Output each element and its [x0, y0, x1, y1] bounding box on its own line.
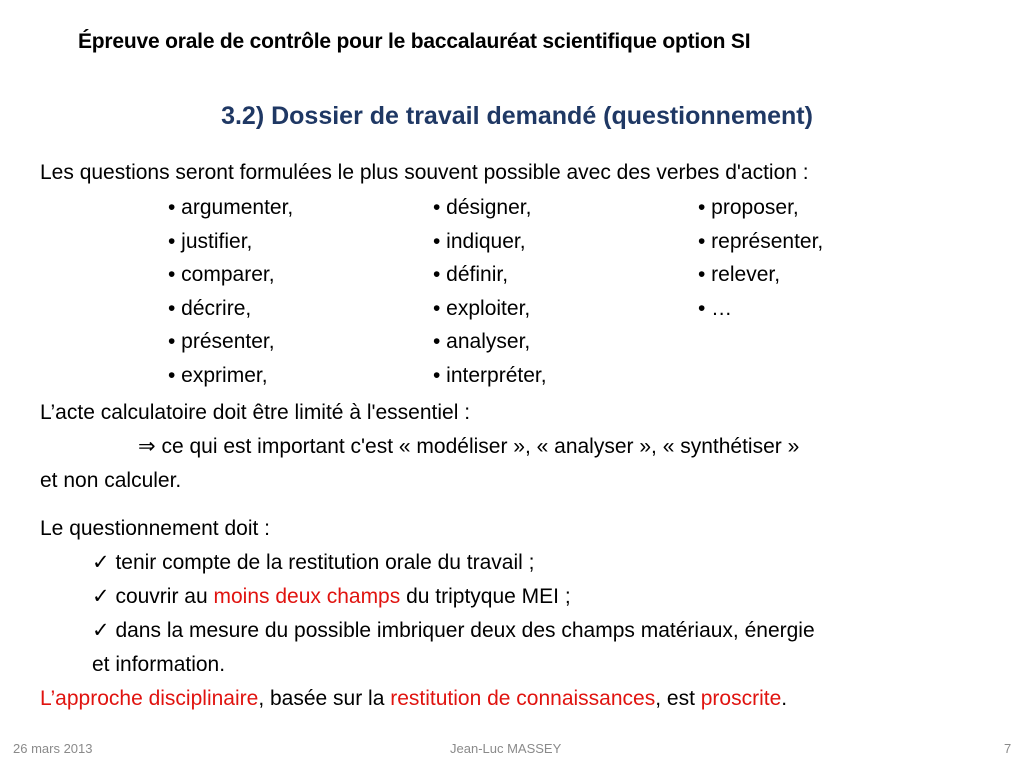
- calc-limit-text: L’acte calculatoire doit être limité à l'essentiel :: [40, 401, 471, 424]
- verb-item: • exploiter,: [433, 296, 531, 320]
- questioning-intro: Le questionnement doit :: [40, 517, 270, 540]
- calc-not-compute-text: et non calculer.: [40, 469, 182, 492]
- implies-arrow-icon: ⇒: [138, 435, 156, 458]
- verb-item: • justifier,: [168, 229, 253, 253]
- verb-item: • exprimer,: [168, 363, 268, 387]
- verb-item: • indiquer,: [433, 229, 526, 253]
- highlight-text: moins deux champs: [213, 585, 401, 608]
- checkmark-icon: ✓: [92, 551, 110, 574]
- verb-item: • définir,: [433, 263, 509, 286]
- questioning-item-3-continuation: et information.: [92, 653, 226, 676]
- verb-item: • interpréter,: [433, 363, 547, 387]
- verb-column-2: [433, 191, 547, 392]
- questioning-item-1-text: tenir compte de la restitution orale du travail ;: [109, 551, 535, 574]
- verb-item: • désigner,: [433, 196, 532, 219]
- verb-item: • argumenter,: [168, 196, 294, 219]
- checkmark-icon: ✓: [92, 619, 110, 642]
- checkmark-icon: ✓: [92, 585, 110, 608]
- questioning-item-2-text: couvrir au: [109, 585, 214, 608]
- verb-item: • présenter,: [168, 330, 275, 353]
- footer-date: 26 mars 2013: [13, 741, 93, 756]
- conclusion-fragment: .: [781, 687, 788, 710]
- questioning-item-3: [92, 618, 815, 644]
- verb-item: • représenter,: [698, 229, 824, 253]
- verb-item: • relever,: [698, 263, 781, 286]
- verb-item: • comparer,: [168, 263, 275, 286]
- verb-item: • analyser,: [433, 330, 531, 353]
- intro-text: Les questions seront formulées le plus souvent possible avec des verbes d'action :: [40, 161, 809, 184]
- questioning-item-2-text-end: du triptyque MEI ;: [400, 585, 571, 608]
- verb-item: • décrire,: [168, 296, 252, 320]
- calc-important-text: ce qui est important c'est « modéliser », « analyser », « synthétiser »: [155, 435, 800, 458]
- verb-item: • …: [698, 296, 733, 320]
- calc-important-line: [138, 434, 799, 460]
- slide-header-title: Épreuve orale de contrôle pour le baccalauréat scientifique option SI: [78, 30, 751, 53]
- conclusion-fragment: , est: [655, 687, 701, 710]
- questioning-item-1: [92, 550, 535, 576]
- verb-item: • proposer,: [698, 196, 799, 219]
- highlight-text: restitution de connaissances: [390, 687, 656, 710]
- questioning-item-3-text: dans la mesure du possible imbriquer deux des champs matériaux, énergie: [109, 619, 815, 642]
- questioning-item-2: [92, 584, 571, 610]
- verb-column-1: [168, 191, 293, 392]
- section-title: 3.2) Dossier de travail demandé (questionnement): [221, 102, 813, 130]
- footer-page-number: 7: [1004, 741, 1012, 756]
- highlight-text: proscrite: [700, 687, 782, 710]
- highlight-text: L’approche disciplinaire: [40, 687, 259, 710]
- conclusion-fragment: , basée sur la: [258, 687, 391, 710]
- verb-column-3: [698, 191, 823, 325]
- conclusion-text: [40, 686, 787, 712]
- footer-author: Jean-Luc MASSEY: [450, 741, 562, 756]
